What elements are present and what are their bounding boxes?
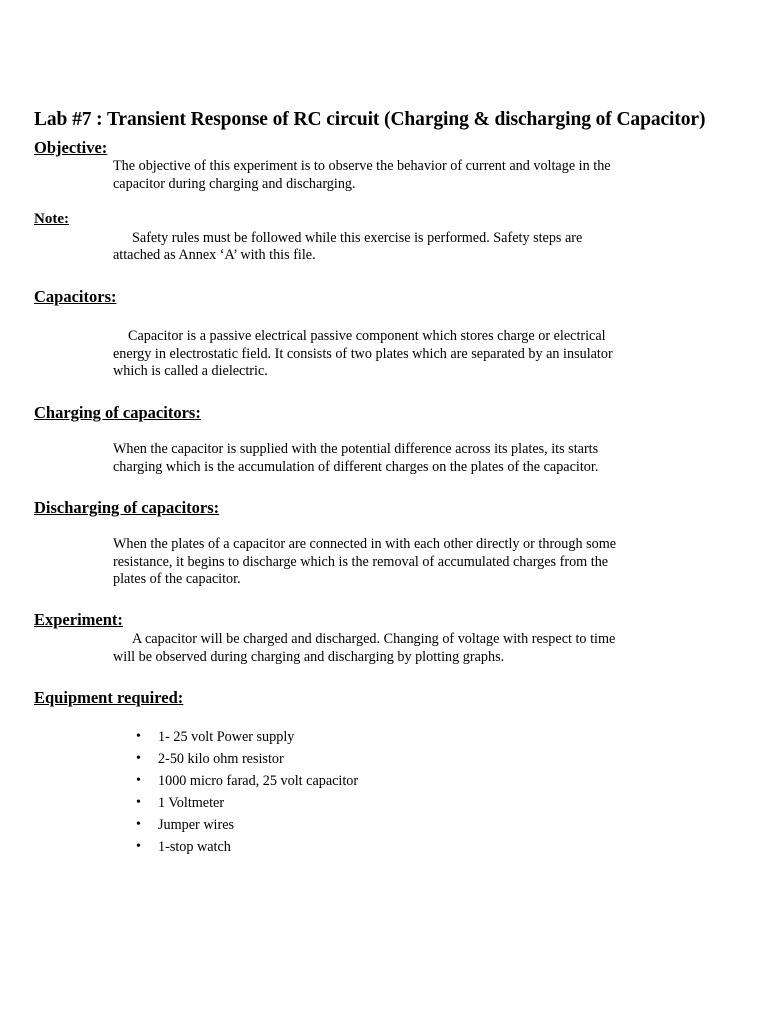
capacitors-text-line-2: energy in electrostatic field. It consists of two plates which are separated by an insulator [113, 346, 613, 362]
note-text-line-1: Safety rules must be followed while this exercise is performed. Safety steps are [132, 230, 583, 246]
discharging-text-line-3: plates of the capacitor. [113, 571, 241, 587]
experiment-heading: Experiment: [34, 610, 123, 629]
experiment-text-line-2: will be observed during charging and discharging by plotting graphs. [113, 649, 505, 665]
experiment-text-line-1: A capacitor will be charged and discharged. Changing of voltage with respect to time [132, 631, 616, 647]
equipment-item: • 1 Voltmeter [136, 792, 358, 814]
discharging-heading: Discharging of capacitors: [34, 498, 220, 517]
equipment-item: • 1- 25 volt Power supply [136, 726, 358, 748]
charging-text-line-1: When the capacitor is supplied with the potential difference across its plates, its starts [113, 441, 599, 457]
capacitors-text-line-1: Capacitor is a passive electrical passive component which stores charge or electrical [128, 328, 606, 344]
equipment-list [136, 726, 358, 858]
capacitors-text-line-3: which is called a dielectric. [113, 363, 268, 379]
equipment-item: • 1000 micro farad, 25 volt capacitor [136, 770, 358, 792]
equipment-item: • 1-stop watch [136, 836, 358, 858]
capacitors-heading: Capacitors: [34, 287, 117, 306]
note-heading: Note: [34, 211, 69, 227]
charging-text-line-2: charging which is the accumulation of different charges on the plates of the capacitor. [113, 459, 599, 475]
objective-text-line-2: capacitor during charging and discharging. [113, 176, 356, 192]
objective-heading: Objective: [34, 138, 108, 157]
discharging-text-line-1: When the plates of a capacitor are connected in with each other directly or through some [113, 536, 617, 552]
note-text-line-2: attached as Annex ‘A’ with this file. [113, 247, 316, 263]
objective-text-line-1: The objective of this experiment is to observe the behavior of current and voltage in the [113, 158, 611, 174]
discharging-text-line-2: resistance, it begins to discharge which is the removal of accumulated charges from the [113, 554, 609, 570]
page-title: Lab #7 : Transient Response of RC circuit (Charging & discharging of Capacitor) [34, 109, 706, 130]
equipment-heading: Equipment required: [34, 688, 184, 707]
charging-heading: Charging of capacitors: [34, 403, 201, 422]
equipment-item: • Jumper wires [136, 814, 358, 836]
equipment-item: • 2-50 kilo ohm resistor [136, 748, 358, 770]
